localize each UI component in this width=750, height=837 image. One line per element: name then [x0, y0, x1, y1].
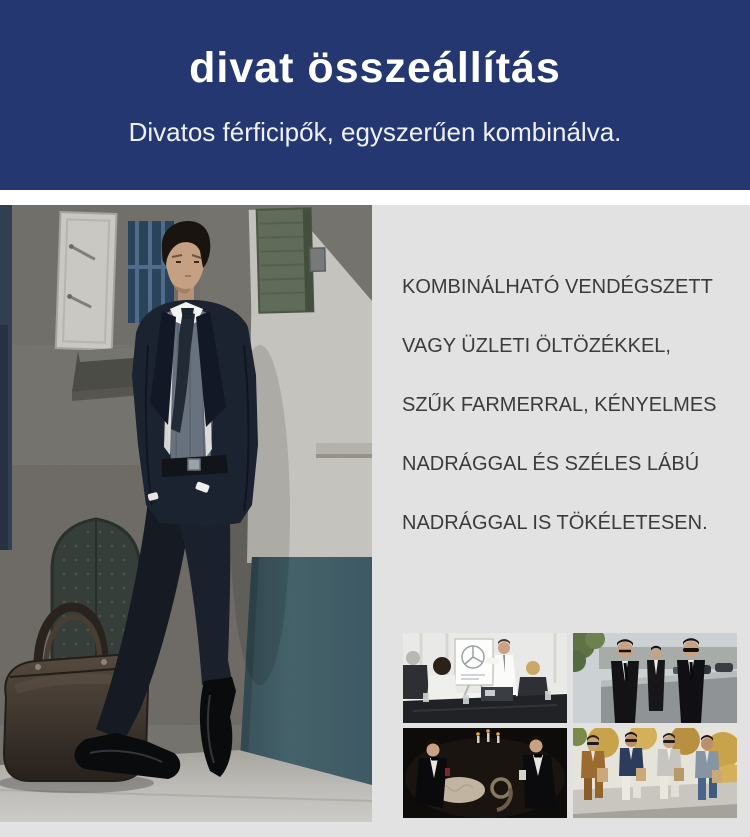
main-photo [0, 205, 372, 822]
description-line: SZŰK FARMERRAL, KÉNYELMES [402, 394, 717, 416]
header-banner [0, 0, 750, 190]
description-text [402, 275, 748, 570]
thumb-wall-sitters-photo [573, 728, 737, 818]
description-line: NADRÁGGAL ÉS SZÉLES LÁBÚ [402, 453, 700, 475]
description-line: VAGY ÜZLETI ÖLTÖZÉKKEL, [402, 335, 671, 357]
thumb-street-suits-photo [573, 633, 737, 723]
description-line: NADRÁGGAL IS TÖKÉLETESEN. [402, 512, 708, 534]
suited-men [611, 638, 705, 723]
description-line: KOMBINÁLHATÓ VENDÉGSZETT [402, 276, 713, 298]
page-title: divat összeállítás [189, 44, 561, 92]
page-subtitle: Divatos férficipők, egyszerűen kombinálva. [128, 117, 622, 147]
content-panel [0, 205, 750, 837]
thumbnail-grid [403, 633, 737, 818]
thumb-lounge-tuxedos-photo [403, 728, 567, 818]
thumb-business-meeting-photo [403, 633, 567, 723]
